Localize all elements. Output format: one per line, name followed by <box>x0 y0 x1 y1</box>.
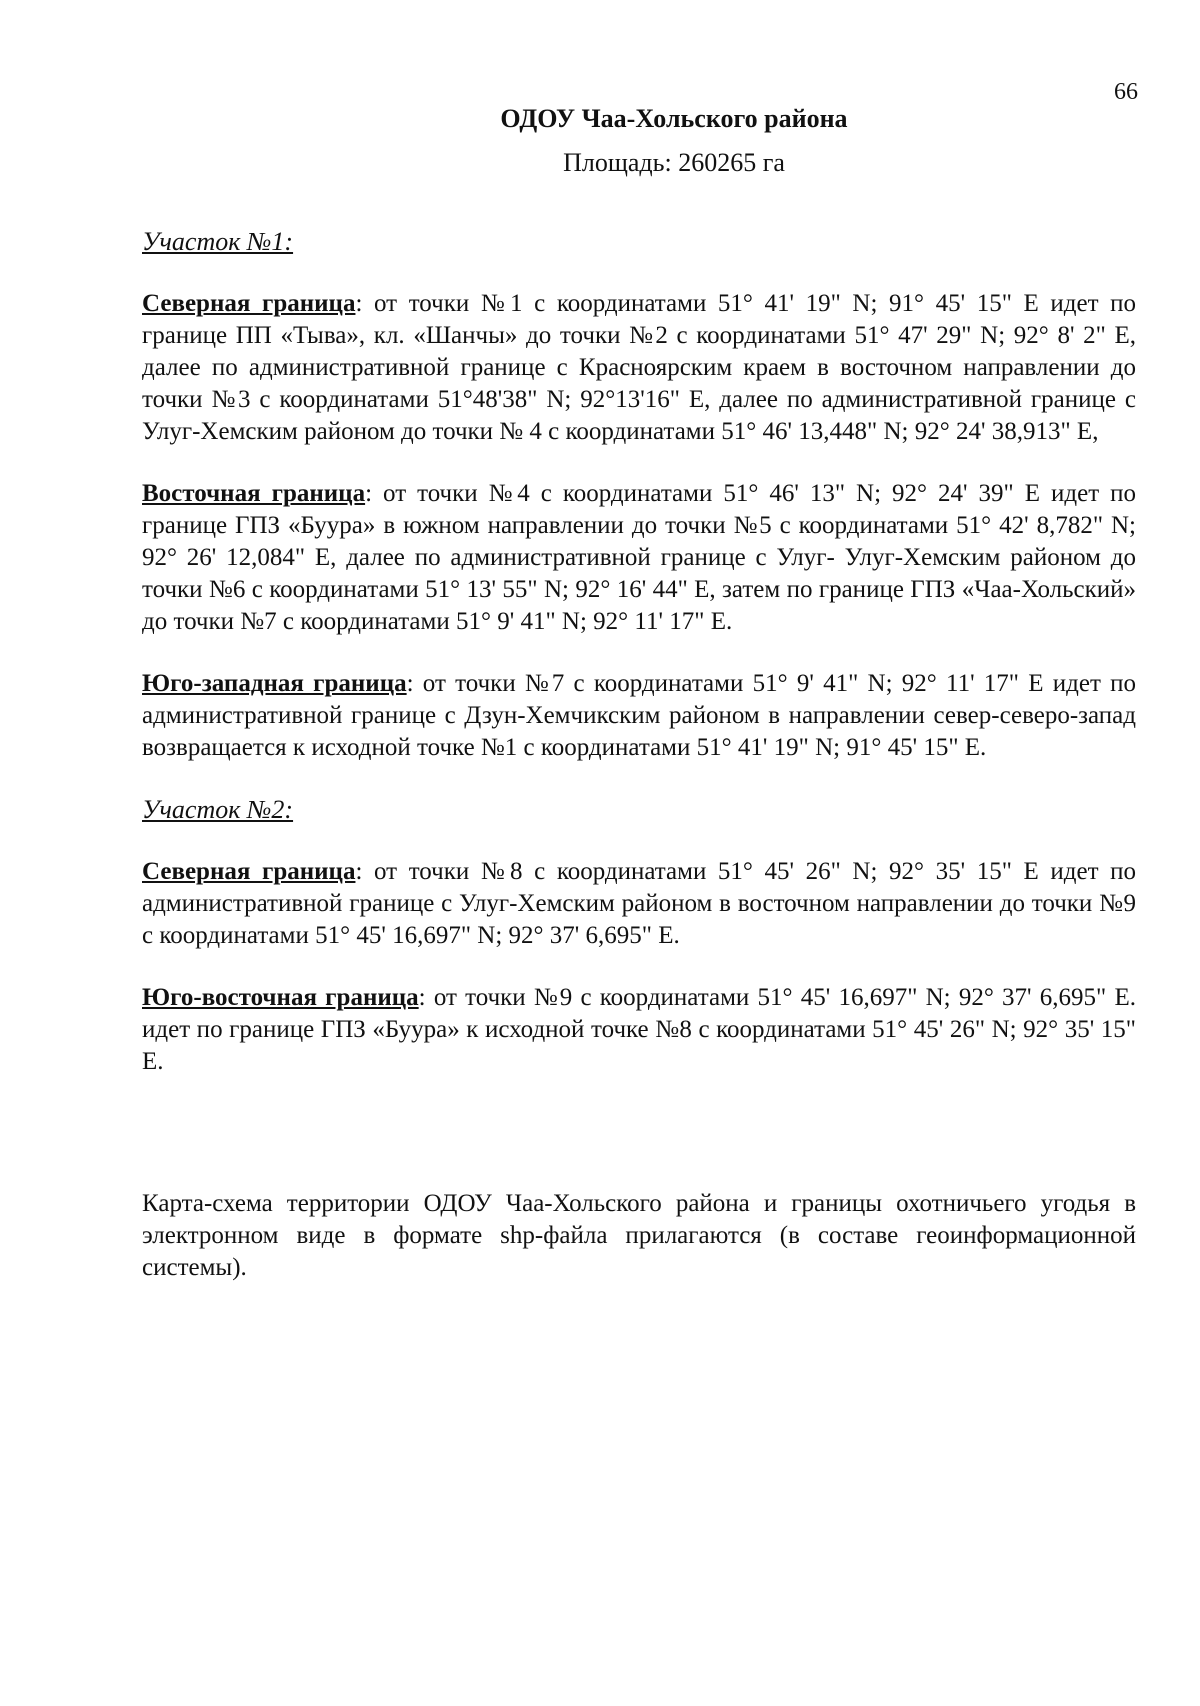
boundary-paragraph-north-2 <box>142 856 1136 952</box>
boundary-label: Северная граница <box>142 290 356 317</box>
area-line: Площадь: 260265 га <box>563 148 785 177</box>
boundary-text: : от точки №7 с координатами 51° 9' 41" N; 92° 11' 17" E идет по административной границе с Дзун-Хемчикским районом в направлении север-северо-запад возвращается к исходной точке №1 с координатами 51° 41' 19" N; 91° 45' 15" E. <box>142 670 1137 761</box>
document-body <box>142 102 1136 1284</box>
document-title: ОДОУ Чаа-Хольского района <box>500 104 848 133</box>
boundary-text: : от точки №8 с координатами 51° 45' 26" N; 92° 35' 15" E идет по административной границе с Улуг-Хемским районом в восточном направлении до точки №9 с координатами 51° 45' 16,697" N; 92° 37' 6,695" E. <box>142 858 1136 949</box>
boundary-paragraph-southwest-1 <box>142 668 1136 764</box>
boundary-label: Юго-западная граница <box>142 670 407 697</box>
section-heading-plot-1: Участок №1: <box>142 227 294 256</box>
boundary-label: Восточная граница <box>142 480 366 507</box>
boundary-text: : от точки №1 с координатами 51° 41' 19" N; 91° 45' 15" E идет по границе ПП «Тыва», кл. «Шанчы» до точки №2 с координатами 51° 47' 29" N; 92° 8' 2" E, далее по административной границе с Красноярским краем в восточном направлении до точки №3 с координатами 51°48'38" N; 92°13'16" E, далее по административной границе с Улуг-Хемским районом до точки № 4 с координатами 51° 46' 13,448" N; 92° 24' 38,913" E, <box>142 290 1136 445</box>
boundary-paragraph-north-1 <box>142 288 1136 448</box>
footer-note: Карта-схема территории ОДОУ Чаа-Хольского района и границы охотничьего угодья в электронном виде в формате shp-файла прилагаются (в составе геоинформационной системы). <box>142 1190 1136 1281</box>
boundary-text: : от точки №4 с координатами 51° 46' 13" N; 92° 24' 39" E идет по границе ГПЗ «Буура» в южном направлении до точки №5 с координатами 51° 42' 8,782" N; 92° 26' 12,084" E, далее по административной границе с Улуг- Улуг-Хемским районом до точки №6 с координатами 51° 13' 55" N; 92° 16' 44" E, затем по границе ГПЗ «Чаа-Хольский» до точки №7 с координатами 51° 9' 41" N; 92° 11' 17" E. <box>142 480 1136 635</box>
boundary-label: Северная граница <box>142 858 356 885</box>
boundary-paragraph-east-1 <box>142 478 1136 638</box>
page-number: 66 <box>1114 79 1138 105</box>
boundary-text: : от точки №9 с координатами 51° 45' 16,697" N; 92° 37' 6,695" E. идет по границе ГПЗ «Буура» к исходной точке №8 с координатами 51° 45' 26" N; 92° 35' 15" E. <box>142 984 1136 1075</box>
boundary-paragraph-southeast-2 <box>142 982 1136 1078</box>
section-heading-plot-2: Участок №2: <box>142 795 294 824</box>
boundary-label: Юго-восточная граница <box>142 984 419 1011</box>
